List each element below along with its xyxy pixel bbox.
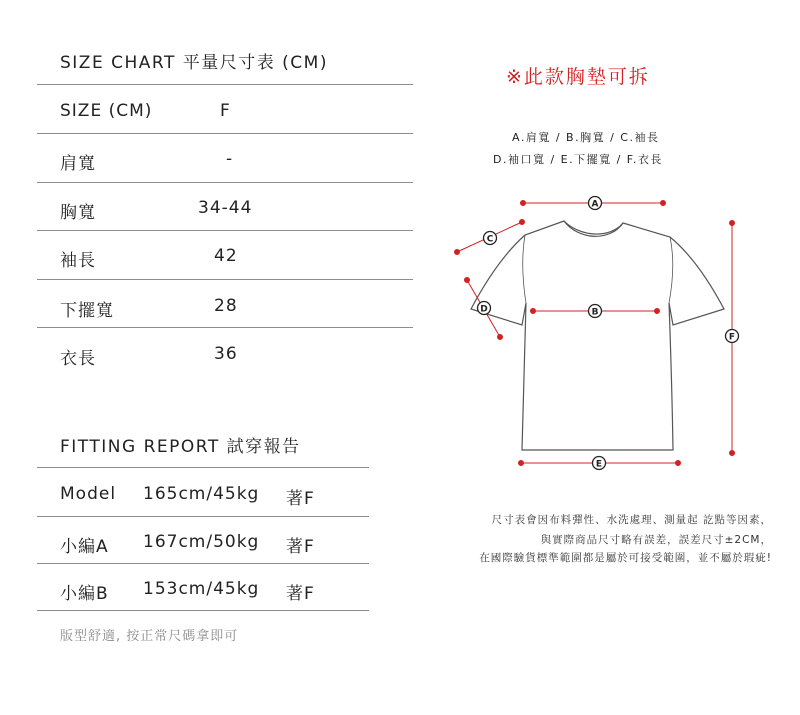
size-row-value: 36 [214, 344, 238, 364]
fitting-measure: 165cm/45kg [143, 484, 260, 504]
divider [37, 182, 413, 183]
pad-removable-note: ※此款胸墊可拆 [506, 66, 650, 88]
marker-dot [498, 335, 503, 340]
svg-text:B: B [591, 307, 599, 318]
size-row-value: 34-44 [198, 198, 253, 218]
divider [37, 133, 413, 134]
divider [37, 327, 413, 328]
fitting-name: Model [60, 484, 117, 504]
size-row-value: 42 [214, 246, 238, 266]
divider [37, 230, 413, 231]
fitting-name: 小編B [60, 584, 109, 604]
marker-dot [531, 309, 536, 314]
disclaimer-line: 與實際商品尺寸略有誤差，誤差尺寸±2CM， [540, 534, 772, 546]
marker-dot [465, 278, 470, 283]
size-row-label: 胸寬 [60, 203, 96, 223]
divider [37, 610, 369, 611]
marker-dot [519, 461, 524, 466]
size-row-value: 28 [214, 296, 238, 316]
marker-dot [655, 309, 660, 314]
disclaimer-line: 在國際驗貨標準範圍都是屬於可接受範圍，並不屬於瑕疵! [479, 552, 772, 564]
size-header-label: SIZE (CM) [60, 101, 153, 121]
size-row-value: - [226, 149, 234, 169]
fitting-size: 著F [286, 537, 315, 557]
disclaimer-line: 尺寸表會因布料彈性、水洗處理、測量起 訖點等因素， [491, 514, 772, 526]
svg-text:D: D [480, 304, 488, 315]
fitting-name: 小編A [60, 537, 109, 557]
marker-dot [676, 461, 681, 466]
marker-dot [730, 451, 735, 456]
marker-f [726, 330, 739, 343]
marker-a [589, 197, 602, 210]
marker-c [484, 232, 497, 245]
size-row-label: 肩寬 [60, 154, 96, 174]
size-row-label: 下擺寬 [60, 301, 114, 321]
size-header-value: F [220, 101, 231, 121]
fitting-size: 著F [286, 584, 315, 604]
marker-dot [520, 220, 525, 225]
marker-dot [521, 201, 526, 206]
svg-text:A: A [591, 199, 599, 210]
fitting-measure: 167cm/50kg [143, 532, 260, 552]
divider [37, 84, 413, 85]
fitting-size: 著F [286, 489, 315, 509]
marker-d [478, 302, 491, 315]
size-chart-title: SIZE CHART 平量尺寸表 (CM) [60, 53, 328, 73]
fitting-measure: 153cm/45kg [143, 579, 260, 599]
fitting-report-title: FITTING REPORT 試穿報告 [60, 437, 301, 457]
marker-e [593, 457, 606, 470]
size-row-label: 衣長 [60, 349, 96, 369]
tshirt-outline [471, 221, 724, 450]
divider [37, 516, 369, 517]
svg-text:C: C [486, 234, 494, 245]
size-row-label: 袖長 [60, 251, 96, 271]
marker-b [589, 305, 602, 318]
svg-text:E: E [595, 459, 603, 470]
divider [37, 467, 369, 468]
marker-dot [661, 201, 666, 206]
tshirt-diagram [440, 185, 760, 490]
marker-dot [455, 250, 460, 255]
legend-line: D.袖口寬 / E.下擺寬 / F.衣長 [493, 153, 663, 166]
fitting-note: 版型舒適, 按正常尺碼拿即可 [60, 629, 239, 644]
divider [37, 563, 369, 564]
divider [37, 279, 413, 280]
legend-line: A.肩寬 / B.胸寬 / C.袖長 [512, 131, 660, 144]
marker-dot [730, 221, 735, 226]
svg-text:F: F [728, 332, 736, 343]
